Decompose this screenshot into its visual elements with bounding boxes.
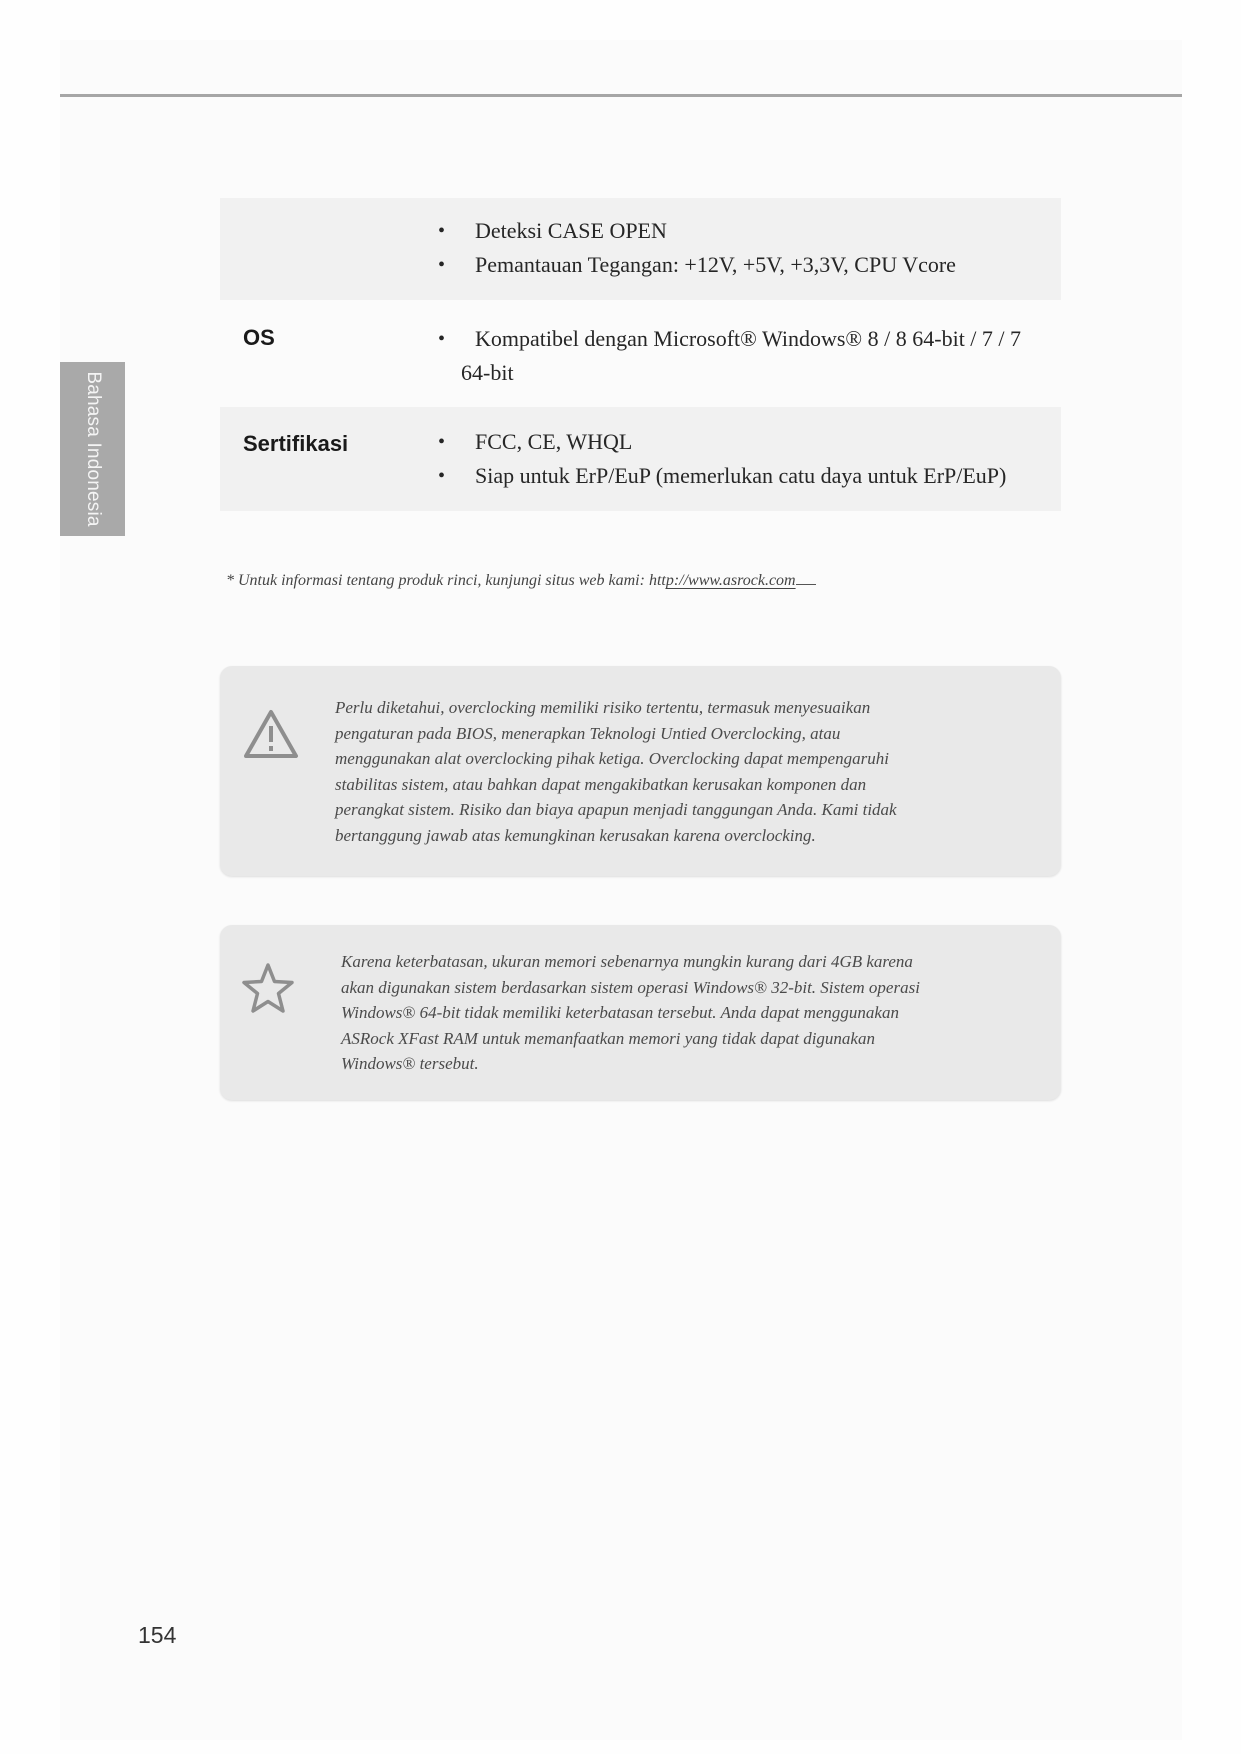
memory-note-line: Windows® tersebut. (341, 1054, 479, 1073)
bullet-icon: • (438, 328, 446, 350)
bullet-icon: • (438, 254, 446, 276)
bullet-icon: • (438, 220, 446, 242)
memory-note-line: Windows® 64-bit tidak memiliki keterbatasan tersebut. Anda dapat menggunakan (341, 1003, 899, 1022)
spec-item-text: Pemantauan Tegangan: +12V, +5V, +3,3V, CPU Vcore (475, 252, 956, 277)
warning-line: menggunakan alat overclocking pihak ketiga. Overclocking dapat mempengaruhi (335, 749, 889, 768)
spec-row-os (220, 300, 1061, 407)
header-rule (60, 94, 1182, 97)
overclocking-warning-box (220, 666, 1061, 876)
spec-item (438, 322, 1038, 390)
spec-label-certification: Sertifikasi (243, 431, 349, 456)
spec-item-text: Deteksi CASE OPEN (475, 218, 667, 243)
page-number: 154 (138, 1622, 177, 1648)
warning-line: stabilitas sistem, atau bahkan dapat mengakibatkan kerusakan komponen dan (335, 774, 867, 794)
warning-line: perangkat sistem. Risiko dan biaya apapun menjadi tanggungan Anda. Kami tidak (335, 800, 897, 819)
memory-note-box (220, 925, 1061, 1100)
language-side-tab (60, 362, 125, 536)
bullet-icon: • (438, 465, 446, 487)
spec-row-monitoring (220, 198, 1061, 300)
warning-triangle-icon (243, 708, 299, 760)
memory-note-text (341, 949, 920, 1077)
star-icon (241, 962, 295, 1014)
memory-note-line: akan digunakan sistem berdasarkan sistem operasi Windows® 32-bit. Sistem operasi (341, 977, 920, 997)
spec-label-os: OS (243, 325, 275, 350)
spec-item-text: FCC, CE, WHQL (475, 429, 633, 454)
footnote (226, 571, 816, 590)
link-underline-trail (796, 571, 816, 585)
spec-item-continuation: 64-bit (461, 360, 514, 385)
language-tab-label: Bahasa Indonesia (82, 371, 104, 527)
warning-line: Perlu diketahui, overclocking memiliki risiko tertentu, termasuk menyesuaikan (335, 698, 871, 717)
footnote-link-start[interactable]: htt (648, 572, 666, 589)
footnote-text: * Untuk informasi tentang produk rinci, kunjungi situs web kami: (226, 572, 649, 589)
spec-item-text: Siap untuk ErP/EuP (memerlukan catu daya untuk ErP/EuP) (475, 463, 1007, 488)
spec-item-text: Kompatibel dengan Microsoft® Windows® 8 / 8 64-bit / 7 / 7 (475, 326, 1022, 351)
website-link[interactable]: p://www.asrock.com (665, 572, 796, 589)
warning-line: pengaturan pada BIOS, menerapkan Teknologi Untied Overclocking, atau (335, 723, 841, 743)
memory-note-line: ASRock XFast RAM untuk memanfaatkan memori yang tidak dapat digunakan (341, 1028, 875, 1048)
spec-row-certification (220, 407, 1061, 511)
warning-text (335, 695, 897, 848)
warning-line: bertanggung jawab atas kemungkinan kerusakan karena overclocking. (335, 825, 816, 845)
bullet-icon: • (438, 431, 446, 453)
memory-note-line: Karena keterbatasan, ukuran memori sebenarnya mungkin kurang dari 4GB karena (341, 952, 913, 971)
